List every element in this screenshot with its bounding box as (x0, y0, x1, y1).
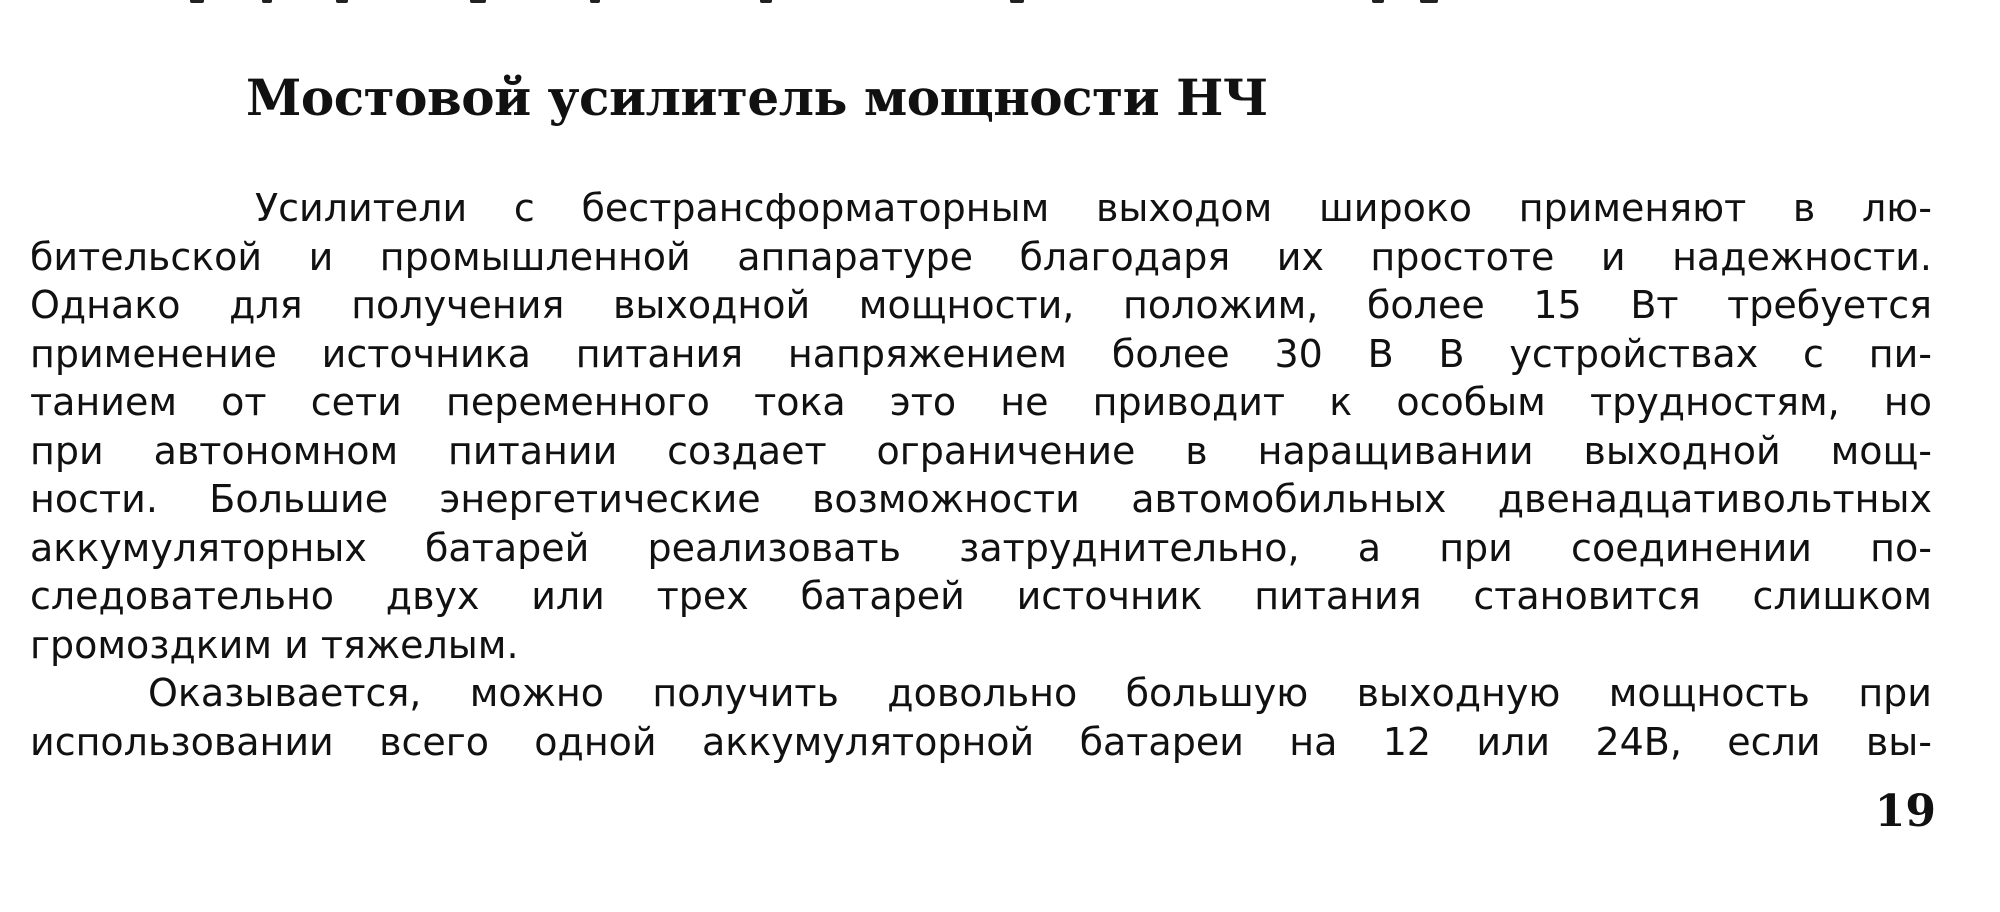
paragraph-1 (30, 184, 1932, 669)
text-line: применение источника питания напряжением более 30 В В устройствах с пи- (30, 331, 1932, 376)
text-line: при автономном питании создает ограничение в наращивании выходной мощ- (30, 428, 1932, 473)
text-line: следовательно двух или трех батарей источник питания становится слишком (30, 574, 1932, 618)
text-line: громоздким и тяжелым. (30, 622, 519, 667)
text-line: использовании всего одной аккумуляторной батареи на 12 или 24В, если вы- (30, 719, 1932, 764)
body-text (30, 184, 1932, 766)
page-number: 19 (1874, 786, 1936, 837)
text-line: Однако для получения выходной мощности, положим, более 15 Вт требуется (30, 283, 1932, 327)
text-line: Усилители с бестрансформаторным выходом широко применяют в лю- (255, 186, 1932, 230)
text-line: аккумуляторных батарей реализовать затруднительно, а при соединении по- (30, 525, 1932, 570)
section-title: Мостовой усилитель мощности НЧ (246, 68, 1268, 127)
text-line: бительской и промышленной аппаратуре благодаря их простоте и надежности. (30, 234, 1932, 279)
text-line: ности. Большие энергетические возможности автомобильных двенадцативольтных (30, 477, 1932, 521)
text-line: танием от сети переменного тока это не приводит к особым трудностям, но (30, 380, 1932, 424)
previous-page-text-residue (0, 0, 2000, 6)
paragraph-2 (30, 669, 1932, 766)
text-line: Оказывается, можно получить довольно большую выходную мощность при (148, 671, 1932, 715)
